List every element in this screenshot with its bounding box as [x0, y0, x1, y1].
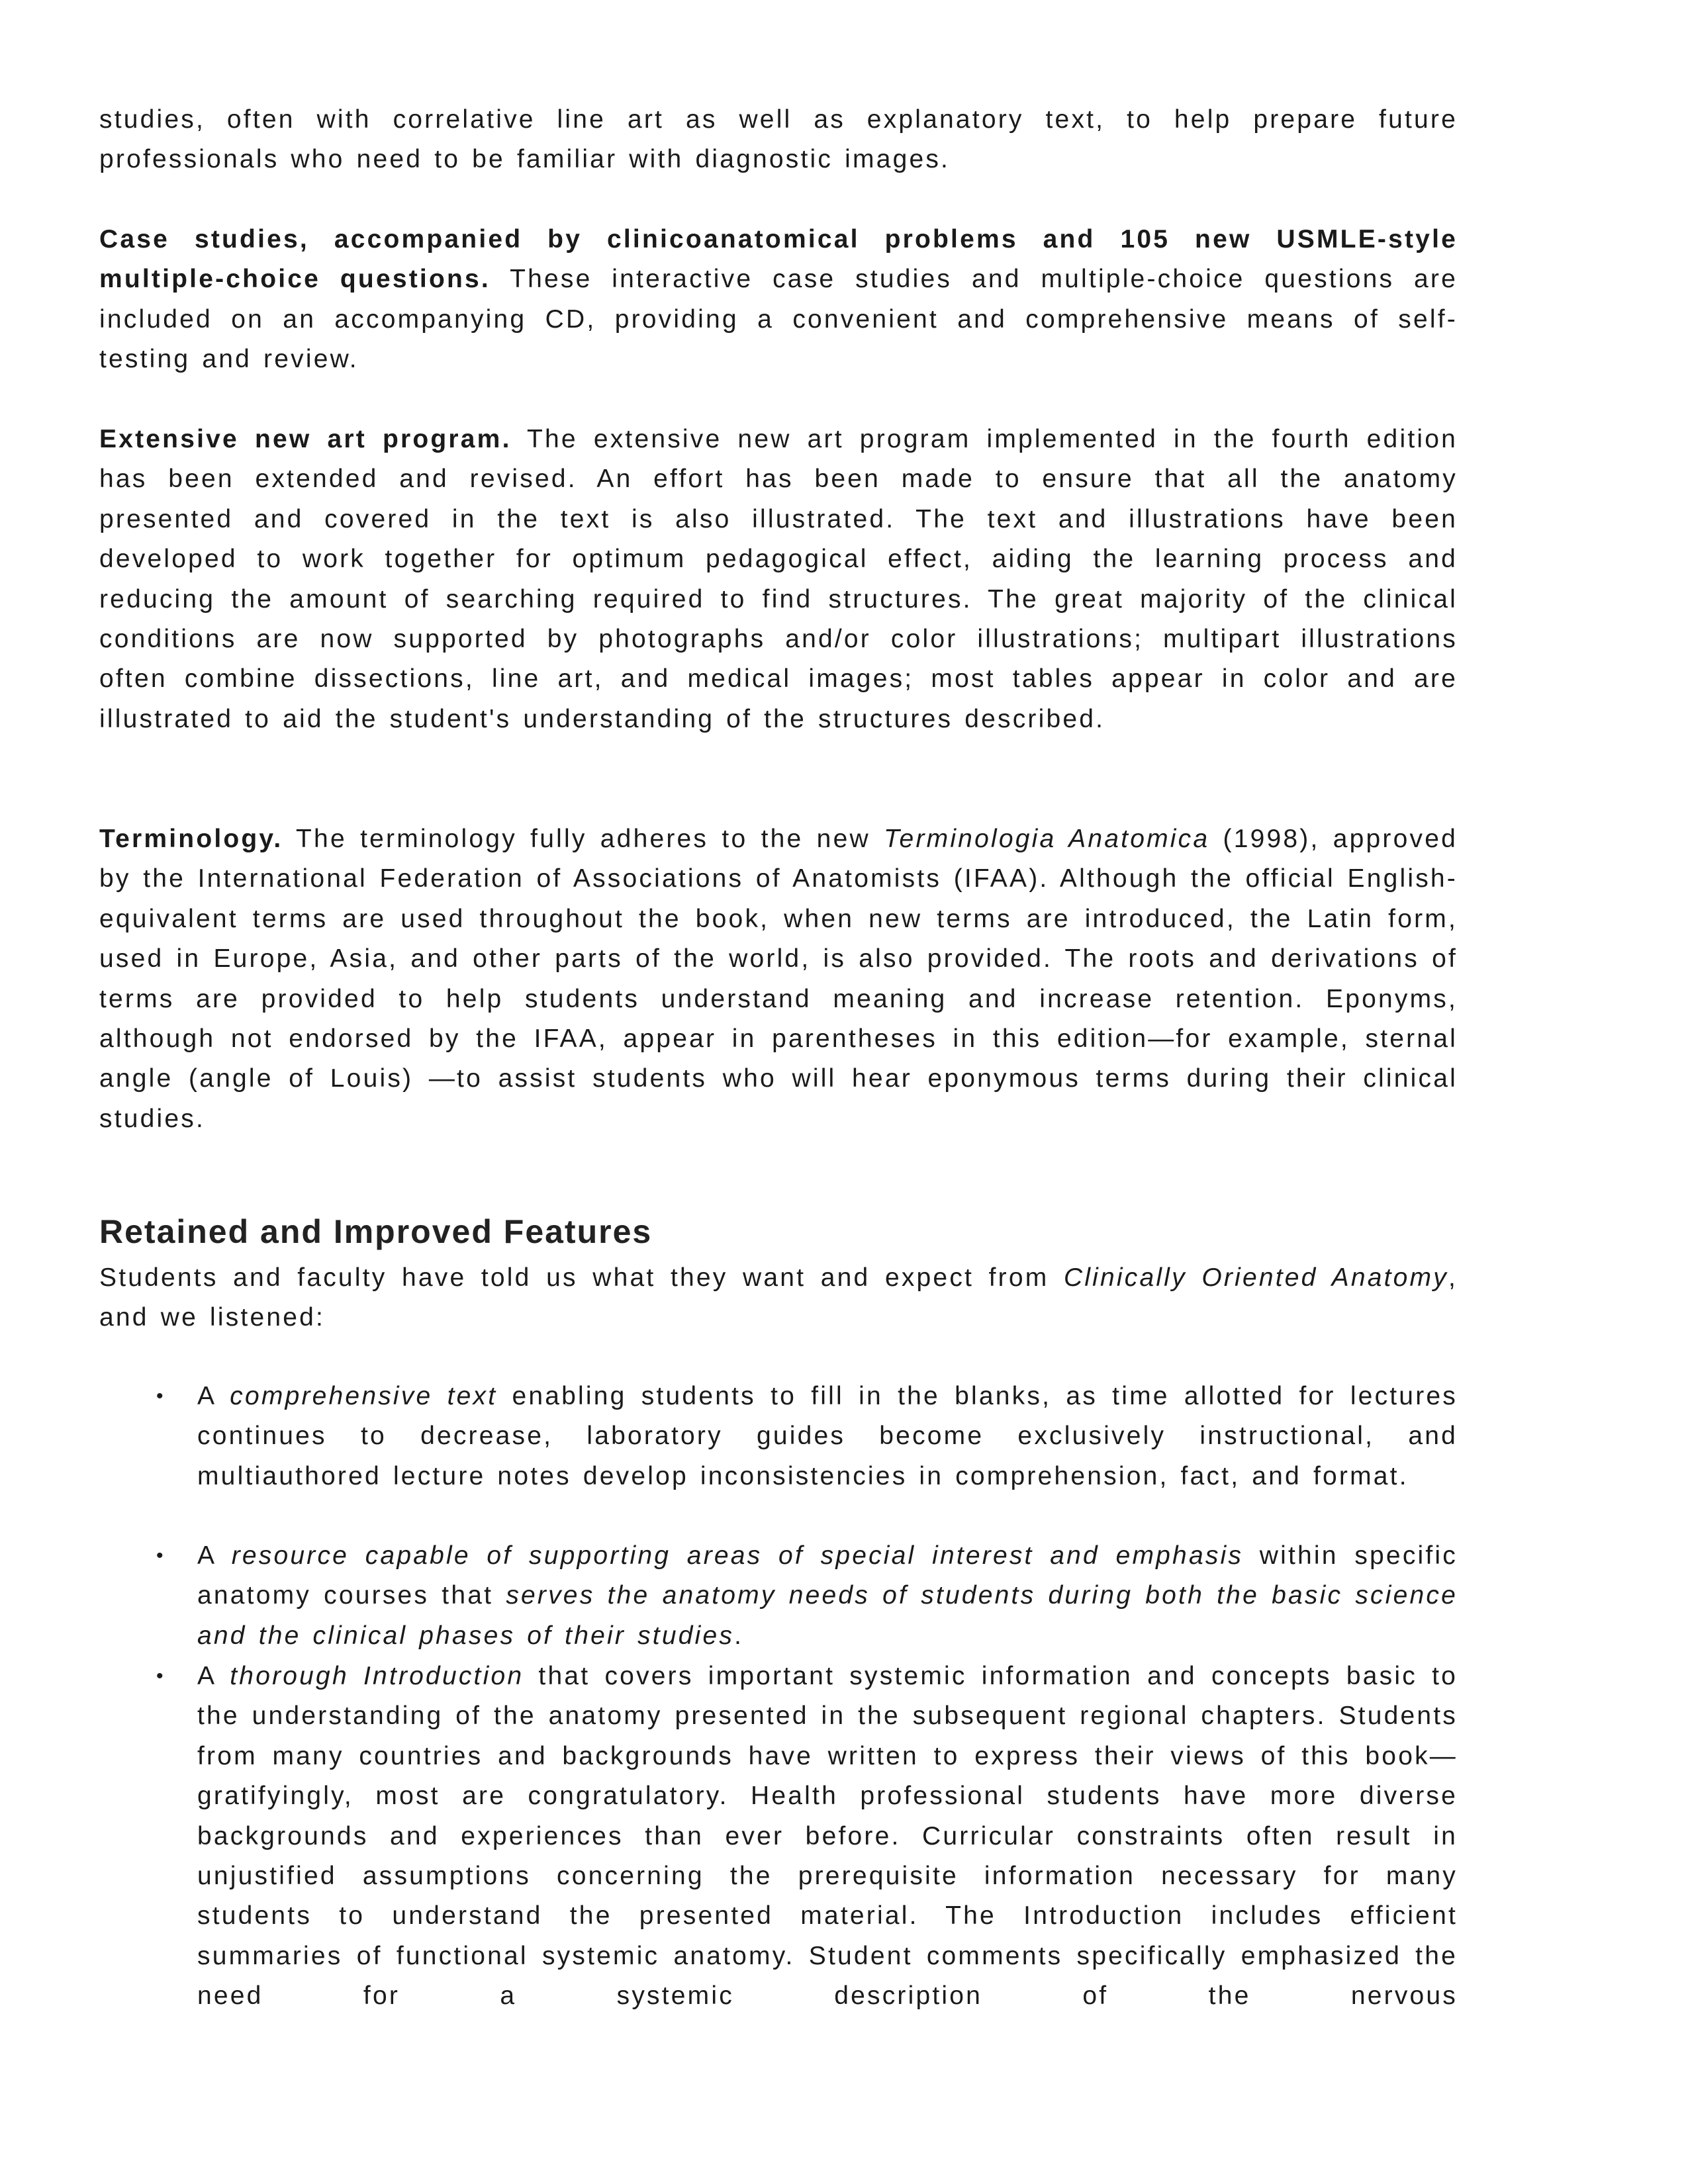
- bullet-icon: •: [156, 1545, 165, 1567]
- emphasis: resource capable of supporting areas of special interest and emphasis: [231, 1541, 1244, 1570]
- bullet-icon: •: [156, 1385, 165, 1407]
- book-title: Clinically Oriented Anatomy: [1063, 1263, 1448, 1292]
- text: .: [734, 1621, 744, 1650]
- emphasis: comprehensive text: [230, 1382, 498, 1410]
- emphasis: serves the anatomy needs of students during both the basic science and the clinical phases of their studies: [197, 1581, 1458, 1650]
- text: The extensive new art program implemented in the fourth edition has been extended and revised. An effort has been made to ensure that all the anatomy presented and covered in the text is also illustrated. The text and illustrations have been developed to work together for optimum pedagogical effect, aiding the learning process and reducing the amount of searching required to find structures. The great majority of the clinical conditions are now supported by photographs and/or color illustrations; multipart illustrations often combine dissections, line art, and medical images; most tables appear in color and are illustrated to aid the student's understanding of the structures described.: [99, 425, 1458, 733]
- paragraph-lead: Case studies, accompanied by clinicoanatomical problems and 105 new USMLE-style multiple-choice questions.: [99, 225, 1458, 294]
- list-item: [156, 1536, 1458, 1656]
- text: within specific anatomy courses that: [197, 1541, 1458, 1610]
- list-item: [156, 1657, 1458, 2017]
- paragraph-lead: Terminology.: [99, 825, 283, 853]
- text: (1998), approved by the International Federation of Associations of Anatomists (IFAA). Although the official English-equivalent terms are used throughout the book, when new terms are introduced, the Latin form, used in Europe, Asia, and other parts of the world, is also provided. The roots and derivations of terms are provided to help students understand meaning and increase retention. Eponyms, although not endorsed by the IFAA, appear in parentheses in this edition—for example, sternal angle (angle of Louis) —to assist students who will hear eponymous terms during their clinical studies.: [99, 825, 1458, 1133]
- paragraph-terminology: [99, 819, 1458, 1139]
- text: studies, often with correlative line art as well as explanatory text, to help prepare future professionals who need to be familiar with diagnostic images.: [99, 105, 1458, 174]
- paragraph-intro: [99, 1258, 1458, 1338]
- list-item: [156, 1377, 1458, 1496]
- text: These interactive case studies and multiple-choice questions are included on an accompanying CD, providing a convenient and comprehensive means of self-testing and review.: [99, 265, 1458, 374]
- text: that covers important systemic information and concepts basic to the understanding of the anatomy presented in the subsequent regional chapters. Students from many countries and backgrounds have written to express their views of this book—gratifyingly, most are congratulatory. Health professional students have more diverse backgrounds and experiences than ever before. Curricular constraints often result in unjustified assumptions concerning the prerequisite information necessary for many students to understand the presented material. The Introduction includes efficient summaries of functional systemic anatomy. Student comments specifically emphasized the need for a systemic description of the nervous: [197, 1662, 1458, 2011]
- text: A: [197, 1541, 232, 1570]
- italic-term: Terminologia Anatomica: [884, 825, 1210, 853]
- section-heading: Retained and Improved Features: [99, 1213, 653, 1250]
- text: enabling students to fill in the blanks, as time allotted for lectures continues to decrease, laboratory guides become exclusively instructional, and multiauthored lecture notes develop inconsistencies in comprehension, fact, and format.: [197, 1382, 1458, 1490]
- text: Students and faculty have told us what they want and expect from: [99, 1263, 1064, 1292]
- paragraph-case-studies: [99, 220, 1458, 380]
- bullet-icon: •: [156, 1665, 165, 1687]
- paragraph-art-program: [99, 420, 1458, 739]
- paragraph-lead: Extensive new art program.: [99, 425, 512, 453]
- emphasis: thorough Introduction: [230, 1662, 524, 1690]
- text: , and we listened:: [99, 1263, 1458, 1332]
- text: A: [197, 1662, 230, 1690]
- text: A: [197, 1382, 230, 1410]
- paragraph-imaging: [99, 100, 1458, 180]
- text: The terminology fully adheres to the new: [283, 825, 884, 853]
